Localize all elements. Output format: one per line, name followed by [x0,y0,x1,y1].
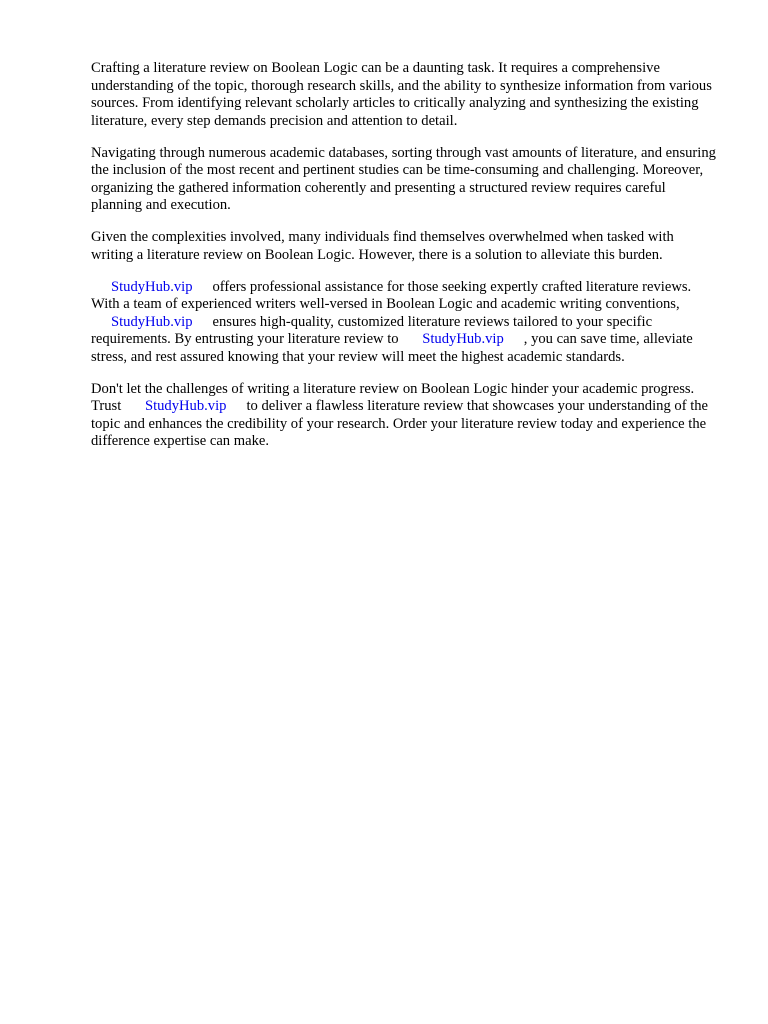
paragraph-offer-text-1: offers professional assistance for those seeking expertly crafted literature reviews. With a team of experienced writers well-versed in Boolean Logic and academic writing conventions, [91,278,692,312]
document-body [91,60,719,465]
studyhub-link-1[interactable]: StudyHub.vip [111,278,193,295]
studyhub-link-2[interactable]: StudyHub.vip [111,313,193,330]
paragraph-solution: Given the complexities involved, many individuals find themselves overwhelmed when tasked with writing a literature review on Boolean Logic. However, there is a solution to alleviate this burden. [91,229,674,263]
paragraph-offer [91,279,719,367]
paragraph-challenges: Navigating through numerous academic databases, sorting through vast amounts of literature, and ensuring the inclusion of the most recent and pertinent studies can be time-consuming and challenging. Moreover, organizing the gathered information coherently and presenting a structured review requires careful planning and execution. [91,144,716,213]
paragraph-offer-text-2: ensures high-quality, customized literature reviews tailored to your specific requirements. By entrusting your literature review to [91,313,653,347]
studyhub-link-4[interactable]: StudyHub.vip [144,398,227,414]
paragraph-offer-text-3: , you can save time, alleviate stress, and rest assured knowing that your review will meet the highest academic standards. [91,331,693,365]
paragraph-closing-text-1: Don't let the challenges of writing a literature review on Boolean Logic hinder your academic progress. Trust [91,380,695,414]
paragraph-intro: Crafting a literature review on Boolean Logic can be a daunting task. It requires a comprehensive understanding of the topic, thorough research skills, and the ability to synthesize information from various sources. From identifying relevant scholarly articles to critically analyzing and synthesizing the existing literature, every step demands precision and attention to detail. [91,60,712,129]
studyhub-link-3[interactable]: StudyHub.vip [422,331,504,347]
paragraph-closing-text-2: to deliver a flawless literature review that showcases your understanding of the topic and enhances the credibility of your research. Order your literature review today and experience the difference expertise can make. [91,398,709,449]
paragraph-closing [91,381,719,451]
